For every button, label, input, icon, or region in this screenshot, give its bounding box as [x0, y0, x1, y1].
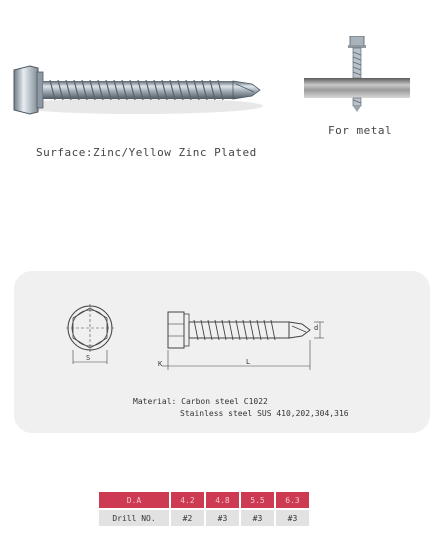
drill-cell: #3: [276, 510, 309, 526]
size-cell: 4.8: [206, 492, 239, 508]
size-cell: 6.3: [276, 492, 309, 508]
material-line-2: Stainless steel SUS 410,202,304,316: [180, 409, 349, 418]
drill-cell: #2: [171, 510, 204, 526]
dim-label-d: d: [314, 324, 319, 332]
table-row-drill: [99, 510, 309, 526]
metal-sheet-illustration: [304, 36, 410, 112]
table-row-size: [99, 492, 309, 508]
surface-caption: Surface:Zinc/Yellow Zinc Plated: [36, 146, 257, 159]
drill-cell: #3: [241, 510, 274, 526]
dim-label-l: L: [246, 358, 251, 366]
application-caption: For metal: [328, 124, 393, 137]
header-label: D.A: [99, 492, 169, 508]
size-cell: 5.5: [241, 492, 274, 508]
row-label: Drill NO.: [99, 510, 169, 526]
spec-table: [97, 490, 311, 528]
screw-photo: [8, 62, 270, 118]
size-cell: 4.2: [171, 492, 204, 508]
screw-side-view: [156, 300, 328, 372]
material-line-1: Material: Carbon steel C1022: [133, 397, 268, 406]
drill-cell: #3: [206, 510, 239, 526]
dim-label-s: S: [86, 354, 91, 362]
dim-label-k: K: [158, 360, 163, 368]
